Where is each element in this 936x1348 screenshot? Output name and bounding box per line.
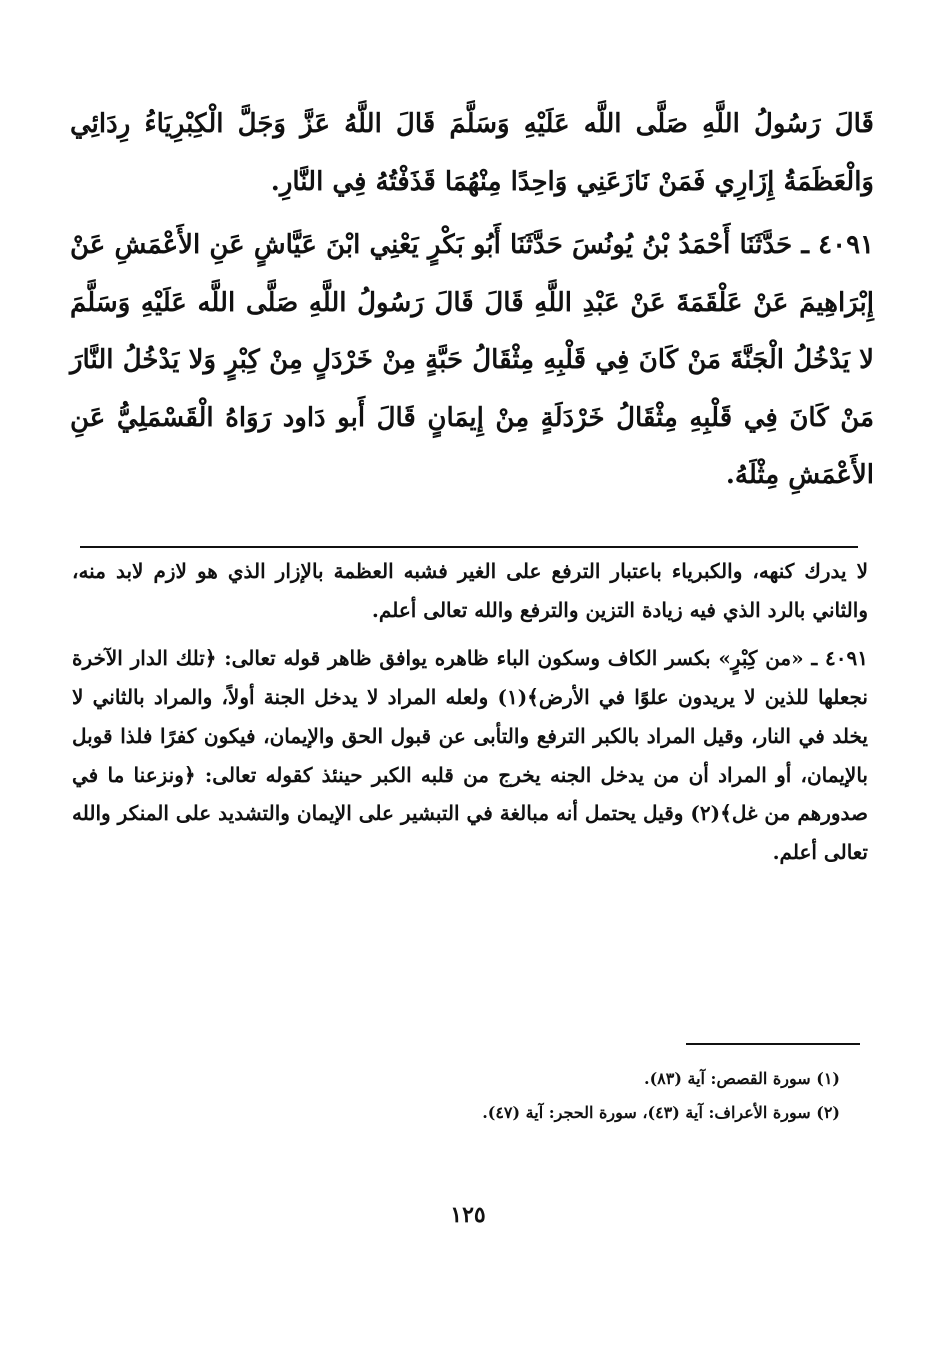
hadith-text [70, 96, 874, 505]
text-line: صدورهم من غل﴾(٢) وقيل يحتمل أنه مبالغة في التبشير على الإيمان والتشديد [218, 801, 868, 826]
hadith-paragraph [70, 217, 874, 505]
page-number: ١٢٥ [450, 1202, 486, 1228]
commentary-text [72, 552, 868, 872]
section-divider [80, 546, 858, 548]
text-line: وَلا يَدْخُلُ النَّارَ مَنْ كَانَ فِي قَلْبِهِ مِثْقَالُ خَرْدَلَةٍ مِنْ إِيمَانٍ قَالَ أَبو دَاود رَوَاهُ [70, 345, 874, 433]
text-line: على المنكر والله تعالى أعلم. [72, 801, 868, 864]
text-line: ٤٠٩١ ـ حَدَّثَنَا أَحْمَدُ بْنُ يُونُسَ حَدَّثَنَا أَبُو بَكْرٍ يَعْنِي ابْنَ عَيَّاشٍ عَنِ [209, 230, 874, 260]
text-line: لا يدرك كنهه، والكبرياء باعتبار الترفع على الغير فشبه العظمة بالإزار الذي هو [196, 559, 868, 583]
text-line: الترفع والتأبى عن قبول الحق والإيمان، فيكون كفرًا فلذا قوبل بالإيمان، أو المراد [72, 723, 868, 787]
text-line: وَالْعَظَمَةُ إِزَارِي فَمَنْ نَازَعَنِي وَاحِدًا مِنْهُمَا قَذَفْتُهُ فِي النَّارِ. [270, 166, 874, 197]
text-line: أن من يدخل الجنه يخرج من قلبه الكبر حينئذ كقوله تعالى: ﴿ونزعنا ما في [72, 762, 709, 787]
text-line: ٤٠٩١ ـ «من كِبْرٍ» بكسر الكاف وسكون الباء ظاهره يوافق ظاهر قوله [283, 646, 868, 671]
footnote: (١) سورة القصص: آية (٨٣). [644, 1069, 840, 1088]
text-line: قَالَ رَسُولُ اللَّهِ صَلَّى اللَّه عَلَيْهِ وَسَلَّمَ قَالَ اللَّهُ عَزَّ وَجَلَّ الْكِبْرِيَاءُ رِدَائِي [70, 109, 874, 139]
text-line: الْقَسْمَلِيُّ عَنِ الأَعْمَشِ مِثْلَهُ. [70, 402, 874, 490]
text-line: تعالى: ﴿تلك الدار الآخرة نجعلها للذين لا يريدون علوًا في الأرض﴾(١) ولعله [72, 646, 868, 710]
commentary-paragraph [72, 552, 868, 629]
text-line: عَلَيْهِ وَسَلَّمَ لا يَدْخُلُ الْجَنَّةَ مَنْ كَانَ فِي قَلْبِهِ مِثْقَالُ حَبَّةٍ مِنْ خَرْدَلٍ مِنْ كِبْرٍ [70, 287, 874, 375]
footnotes [300, 1062, 840, 1130]
footnote-divider [686, 1043, 860, 1045]
text-line: المراد لا يدخل الجنة أولاً، والمراد بالثاني لا يخلد في النار، وقيل المراد بالكبر [72, 685, 869, 748]
commentary-paragraph [72, 639, 868, 871]
text-line: الأَعْمَشِ عَنْ إِبْرَاهِيمَ عَنْ عَلْقَمَةَ عَنْ عَبْدِ اللَّهِ قَالَ قَالَ رَسُولُ اللَّهِ صَلَّى اللَّه [70, 230, 874, 318]
hadith-paragraph [70, 96, 874, 211]
footnote: (٢) سورة الأعراف: آية (٤٣)، سورة الحجر: آية (٤٧). [482, 1103, 840, 1122]
text-line: لازم لابد منه، والثاني بالرد الذي فيه زيادة التزين والترفع والله تعالى أعلم. [72, 559, 868, 622]
